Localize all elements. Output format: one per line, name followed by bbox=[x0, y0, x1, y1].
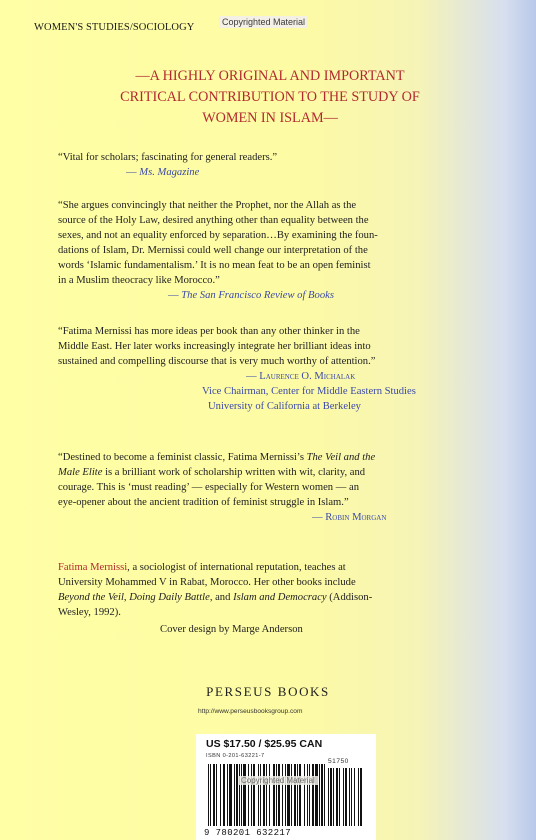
quote-text: “Vital for scholars; fascinating for general readers.” bbox=[58, 152, 278, 163]
separator: , and bbox=[209, 592, 234, 603]
quote-line bbox=[58, 450, 498, 465]
cover-design-credit: Cover design by Marge Anderson bbox=[160, 624, 303, 635]
quote-line: Middle East. Her later works increasingly integrate her brilliant ideas into bbox=[58, 341, 371, 352]
author-bio bbox=[58, 560, 498, 620]
quote-line: “Fatima Mernissi has more ideas per book than any other thinker in the bbox=[58, 326, 360, 337]
attr-name: — Laurence O. Michalak bbox=[246, 371, 356, 382]
quote-line: dations of Islam, Dr. Mernissi could well change our interpretation of the bbox=[58, 245, 368, 256]
quote-line: in a Muslim theocracy like Morocco.” bbox=[58, 275, 220, 286]
quote-ms-magazine bbox=[58, 150, 498, 180]
bio-text: , a sociologist of international reputation, teaches at bbox=[127, 562, 346, 573]
bio-line bbox=[58, 560, 498, 575]
quote-attribution bbox=[58, 288, 498, 303]
quote-michalak bbox=[58, 324, 498, 414]
quote-line: “She argues convincingly that neither the Prophet, nor the Allah as the bbox=[58, 200, 357, 211]
quote-line: courage. This is ‘must reading’ — especially for Western women — an bbox=[58, 482, 359, 493]
separator: , bbox=[123, 592, 130, 603]
bio-text: (Addison- bbox=[326, 592, 373, 603]
supplement-number: 51750 bbox=[328, 758, 349, 765]
quote-line: sexes, and not an equality enforced by separation…By examining the foun- bbox=[58, 230, 378, 241]
headline-line-2: CRITICAL CONTRIBUTION TO THE STUDY OF bbox=[120, 89, 420, 105]
quote-line bbox=[58, 465, 498, 480]
copyright-overlay: Copyrighted Material bbox=[219, 16, 308, 28]
attr-dash: — bbox=[168, 290, 182, 301]
price: US $17.50 / $25.95 CAN bbox=[206, 738, 323, 750]
publisher-name: PERSEUS BOOKS bbox=[206, 684, 330, 699]
barcode-area bbox=[196, 734, 376, 840]
bio-line: University Mohammed V in Rabat, Morocco. Her other books include bbox=[58, 577, 356, 588]
headline-line-3: WOMEN IN ISLAM— bbox=[202, 110, 338, 126]
quote-sf-review bbox=[58, 198, 498, 303]
bio-line bbox=[58, 590, 498, 605]
publisher-url: http://www.perseusbooksgroup.com bbox=[198, 708, 303, 715]
bio-line: Wesley, 1992). bbox=[58, 607, 121, 618]
isbn: ISBN 0-201-63221-7 bbox=[206, 753, 265, 759]
attr-name: — Robin Morgan bbox=[312, 512, 387, 523]
attr-source: Ms. Magazine bbox=[139, 167, 200, 178]
attr-dash: — bbox=[126, 167, 140, 178]
quote-line: eye-opener about the ancient tradition of feminist struggle in Islam.” bbox=[58, 497, 349, 508]
watermark: Copyrighted Material bbox=[238, 776, 318, 785]
quote-line: source of the Holy Law, desired anything other than equality between the bbox=[58, 215, 369, 226]
attr-source: The San Francisco Review of Books bbox=[181, 290, 334, 301]
quote-text-part: “Destined to become a feminist classic, Fatima Mernissi’s bbox=[58, 452, 307, 463]
category-label: WOMEN'S STUDIES/SOCIOLOGY bbox=[34, 22, 195, 33]
book-title: Doing Daily Battle bbox=[129, 592, 210, 603]
quote-line: words ‘Islamic fundamentalism.’ It is no mean feat to be an open feminist bbox=[58, 260, 371, 271]
quote-attribution bbox=[58, 165, 498, 180]
headline-line-1: —A HIGHLY ORIGINAL AND IMPORTANT bbox=[135, 68, 405, 84]
book-title: Islam and Democracy bbox=[233, 592, 327, 603]
attr-org: University of California at Berkeley bbox=[208, 401, 361, 412]
author-name: Fatima Mernissi bbox=[58, 562, 128, 573]
ean-number: 9 780201 632217 bbox=[204, 828, 292, 838]
book-title: Beyond the Veil bbox=[58, 592, 124, 603]
barcode-icon bbox=[196, 734, 376, 840]
headline bbox=[60, 66, 480, 129]
book-title: Male Elite bbox=[58, 467, 103, 478]
quote-text-part: is a brilliant work of scholarship written with wit, clarity, and bbox=[102, 467, 366, 478]
attr-title: Vice Chairman, Center for Middle Eastern Studies bbox=[202, 386, 416, 397]
quote-line: sustained and compelling discourse that is very much worthy of attention.” bbox=[58, 356, 376, 367]
book-title: The Veil and the bbox=[306, 452, 376, 463]
quote-morgan bbox=[58, 450, 498, 525]
